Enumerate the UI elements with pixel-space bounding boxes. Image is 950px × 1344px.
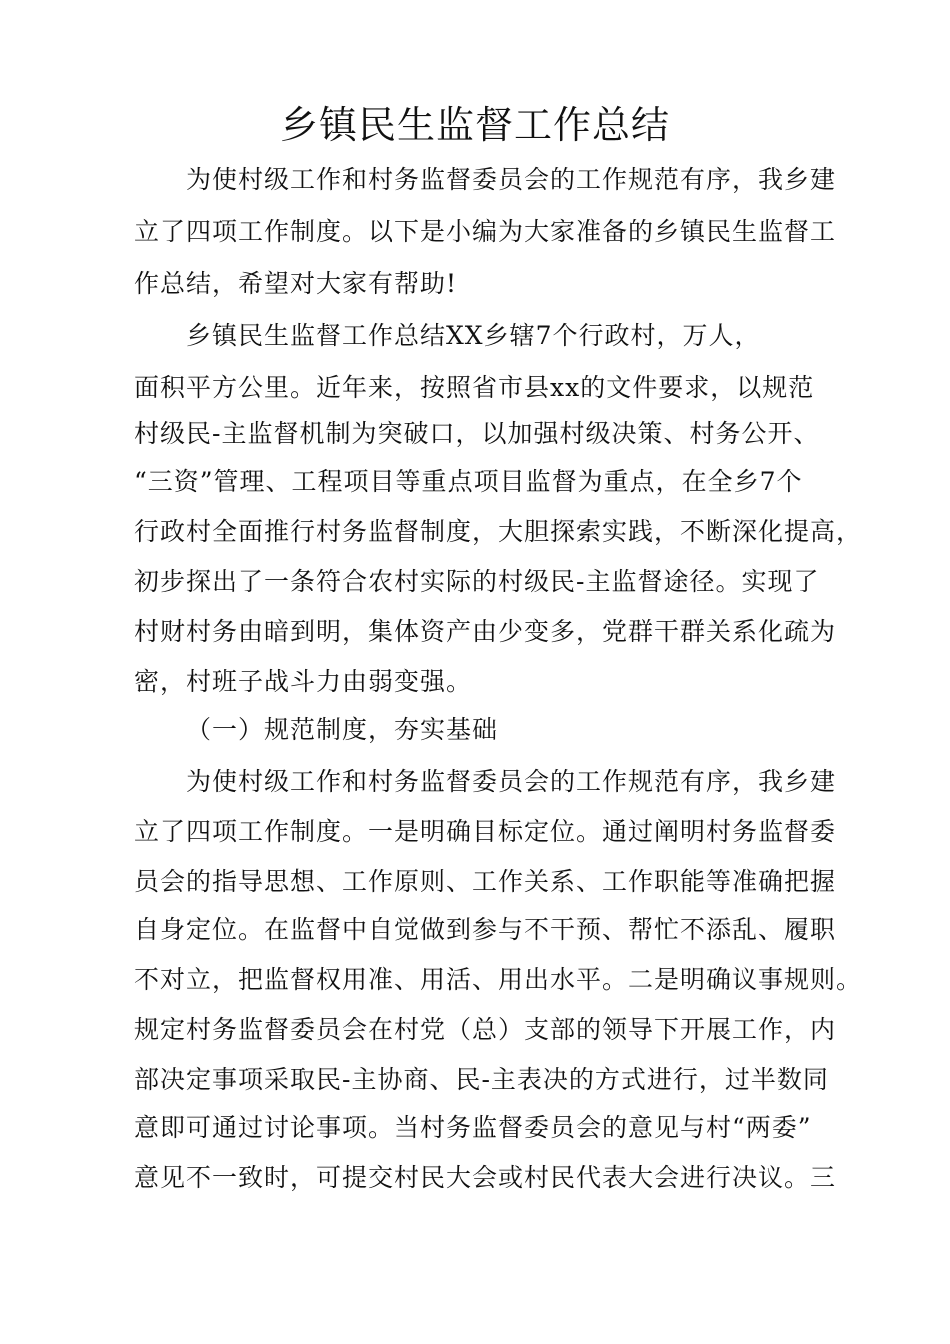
text-line: 作总结，希望对大家有帮助! [134,269,458,298]
text-line: 初步探出了一条符合农村实际的村级民-主监督途径。实现了 [134,567,820,596]
text-line: 村级民-主监督机制为突破口，以加强村级决策、村务公开、 [134,419,820,448]
text-line: 立了四项工作制度。一是明确目标定位。通过阐明村务监督委 [134,817,837,846]
text-line: “三资”管理、工程项目等重点项目监督为重点，在全乡7个 [134,467,803,496]
text-line: 为使村级工作和村务监督委员会的工作规范有序，我乡建 [186,767,837,796]
text-line: 面积平方公里。近年来，按照省市县xx的文件要求，以规范 [134,373,815,402]
text-line: 意即可通过讨论事项。当村务监督委员会的意见与村“两委” [134,1113,812,1142]
document-title: 乡镇民生监督工作总结 [279,103,670,147]
text-line: 乡镇民生监督工作总结XX乡辖7个行政村，万人， [186,321,761,350]
text-line: 立了四项工作制度。以下是小编为大家准备的乡镇民生监督工 [134,217,837,246]
text-line: 部决定事项采取民-主协商、民-主表决的方式进行，过半数同 [134,1065,829,1094]
text-line: 意见不一致时，可提交村民大会或村民代表大会进行决议。三 [134,1163,837,1192]
text-line: 不对立，把监督权用准、用活、用出水平。二是明确议事规则。 [134,965,863,994]
text-line: 员会的指导思想、工作原则、工作关系、工作职能等准确把握 [134,867,837,896]
text-line: 村财村务由暗到明，集体资产由少变多，党群干群关系化疏为 [134,617,837,646]
section-heading: （一）规范制度，夯实基础 [186,715,499,744]
text-line: 行政村全面推行村务监督制度，大胆探索实践，不断深化提高， [134,517,863,546]
text-line: 密，村班子战斗力由弱变强。 [134,667,473,696]
text-line: 自身定位。在监督中自觉做到参与不干预、帮忙不添乱、履职 [134,915,837,944]
text-line: 为使村级工作和村务监督委员会的工作规范有序，我乡建 [186,165,837,194]
text-line: 规定村务监督委员会在村党（总）支部的领导下开展工作，内 [134,1015,837,1044]
